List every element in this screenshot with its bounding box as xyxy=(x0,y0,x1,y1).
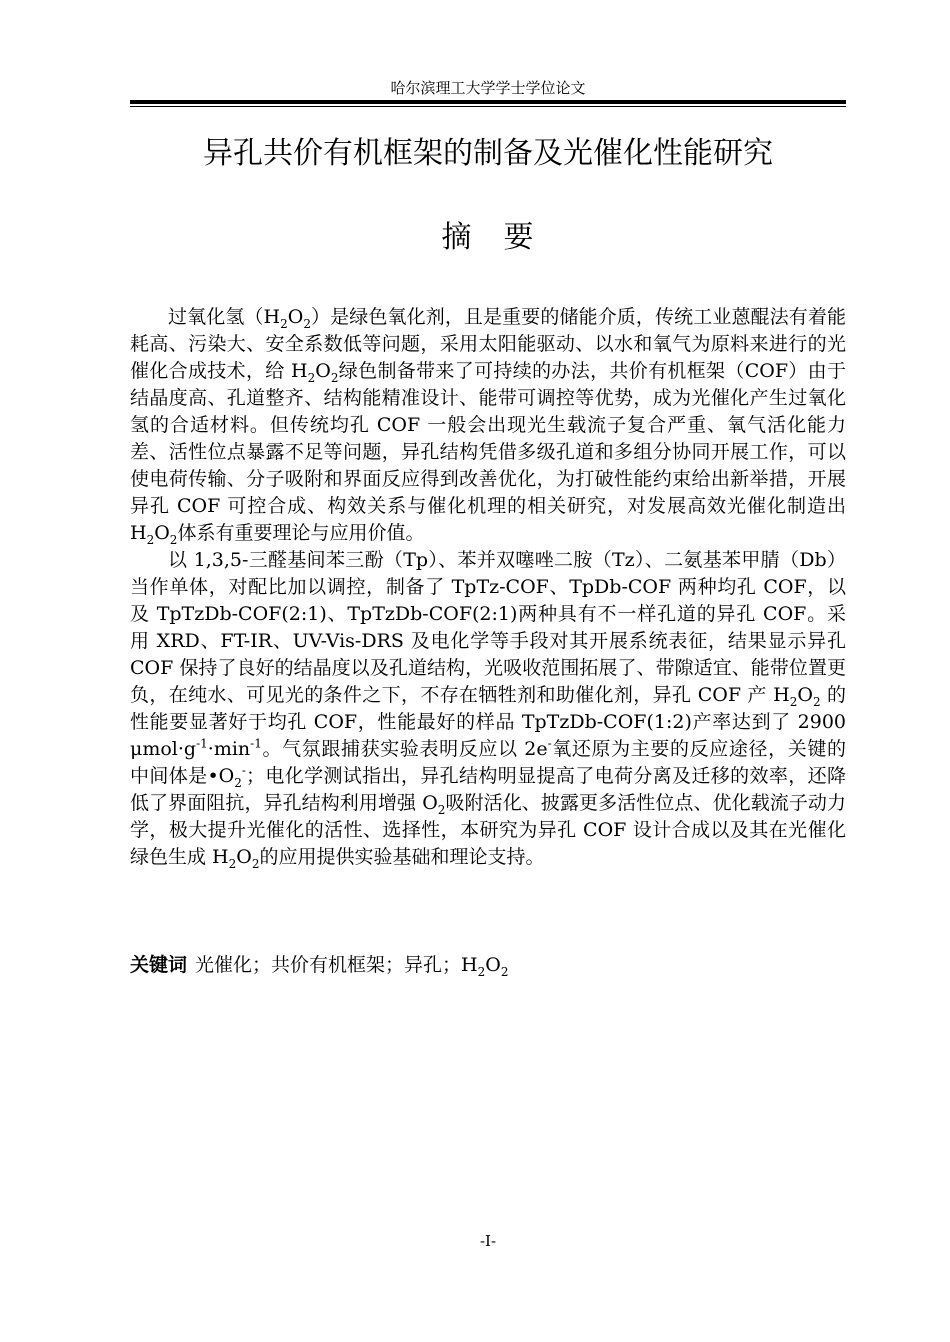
abstract-body xyxy=(130,304,846,871)
abstract-heading: 摘 要 xyxy=(441,220,535,255)
page-number: -I- xyxy=(479,1232,497,1250)
thesis-title: 异孔共价有机框架的制备及光催化性能研究 xyxy=(203,136,773,171)
running-header: 哈尔滨理工大学学士学位论文 xyxy=(390,79,586,97)
header-rule-thick xyxy=(130,100,846,104)
keywords-line: 关键词 光催化；共价有机框架；异孔；$H_2O_2$ xyxy=(130,954,509,979)
abstract-paragraph-2: 以 1,3,5-三醛基间苯三酚（Tp）、苯并双噻唑二胺（Tz）、二氨基苯甲腈（Db）当作单体，对配比加以调控，制备了 TpTz-COF、TpDb-COF 两种均孔 COF，以及 TpTzDb-COF(2:1)、TpTzDb-COF(2:1)两种具有不一样孔道的异孔 COF。采用 XRD、FT-IR、UV-Vis-DRS 及电化学等手段对其开展系统表征，结果显示异孔 COF 保持了良好的结晶度以及孔道结构，光吸收范围拓展了、带隙适宜、能带位置更负，在纯水、可见光的条件之下，不存在牺牲剂和助催化剂，异孔 COF 产 $H_2O_2$ 的性能要显著好于均孔 COF，性能最好的样品 TpTzDb-COF(1:2)产率达到了 2900 $\mu mol\cdot g^{-1}\cdot\min^{-1}$。气氛跟捕获实验表明反应以 2e-氧还原为主要的反应途径，关键的中间体是$•O_2^-$；电化学测试指出，异孔结构明显提高了电荷分离及迁移的效率，还降低了界面阻抗，异孔结构利用增强 $O_2$吸附活化、披露更多活性位点、优化载流子动力学，极大提升光催化的活性、选择性，本研究为异孔 COF 设计合成以及其在光催化绿色生成 $H_2O_2$的应用提供实验基础和理论支持。 xyxy=(130,549,846,871)
header-rule-thin xyxy=(130,106,846,107)
keywords-label: 关键词 xyxy=(130,954,188,976)
abstract-paragraph-1: 过氧化氢$(H_2O_2)$是绿色氧化剂，且是重要的储能介质，传统工业蒽醌法有着能耗高、污染大、安全系数低等问题，采用太阳能驱动、以水和氧气为原料来进行的光催化合成技术，给 $H_2O_2$绿色制备带来了可持续的办法，共价有机框架（COF）由于结晶度高、孔道整齐、结构能精准设计、能带可调控等优势，成为光催化产生过氧化氢的合适材料。但传统均孔 COF 一般会出现光生载流子复合严重、氧气活化能力差、活性位点暴露不足等问题，异孔结构凭借多级孔道和多组分协同开展工作，可以使电荷传输、分子吸附和界面反应得到改善优化，为打破性能约束给出新举措，开展异孔 COF 可控合成、构效关系与催化机理的相关研究，对发展高效光催化制造出 $H_2O_2$体系有重要理论与应用价值。 xyxy=(130,306,847,547)
